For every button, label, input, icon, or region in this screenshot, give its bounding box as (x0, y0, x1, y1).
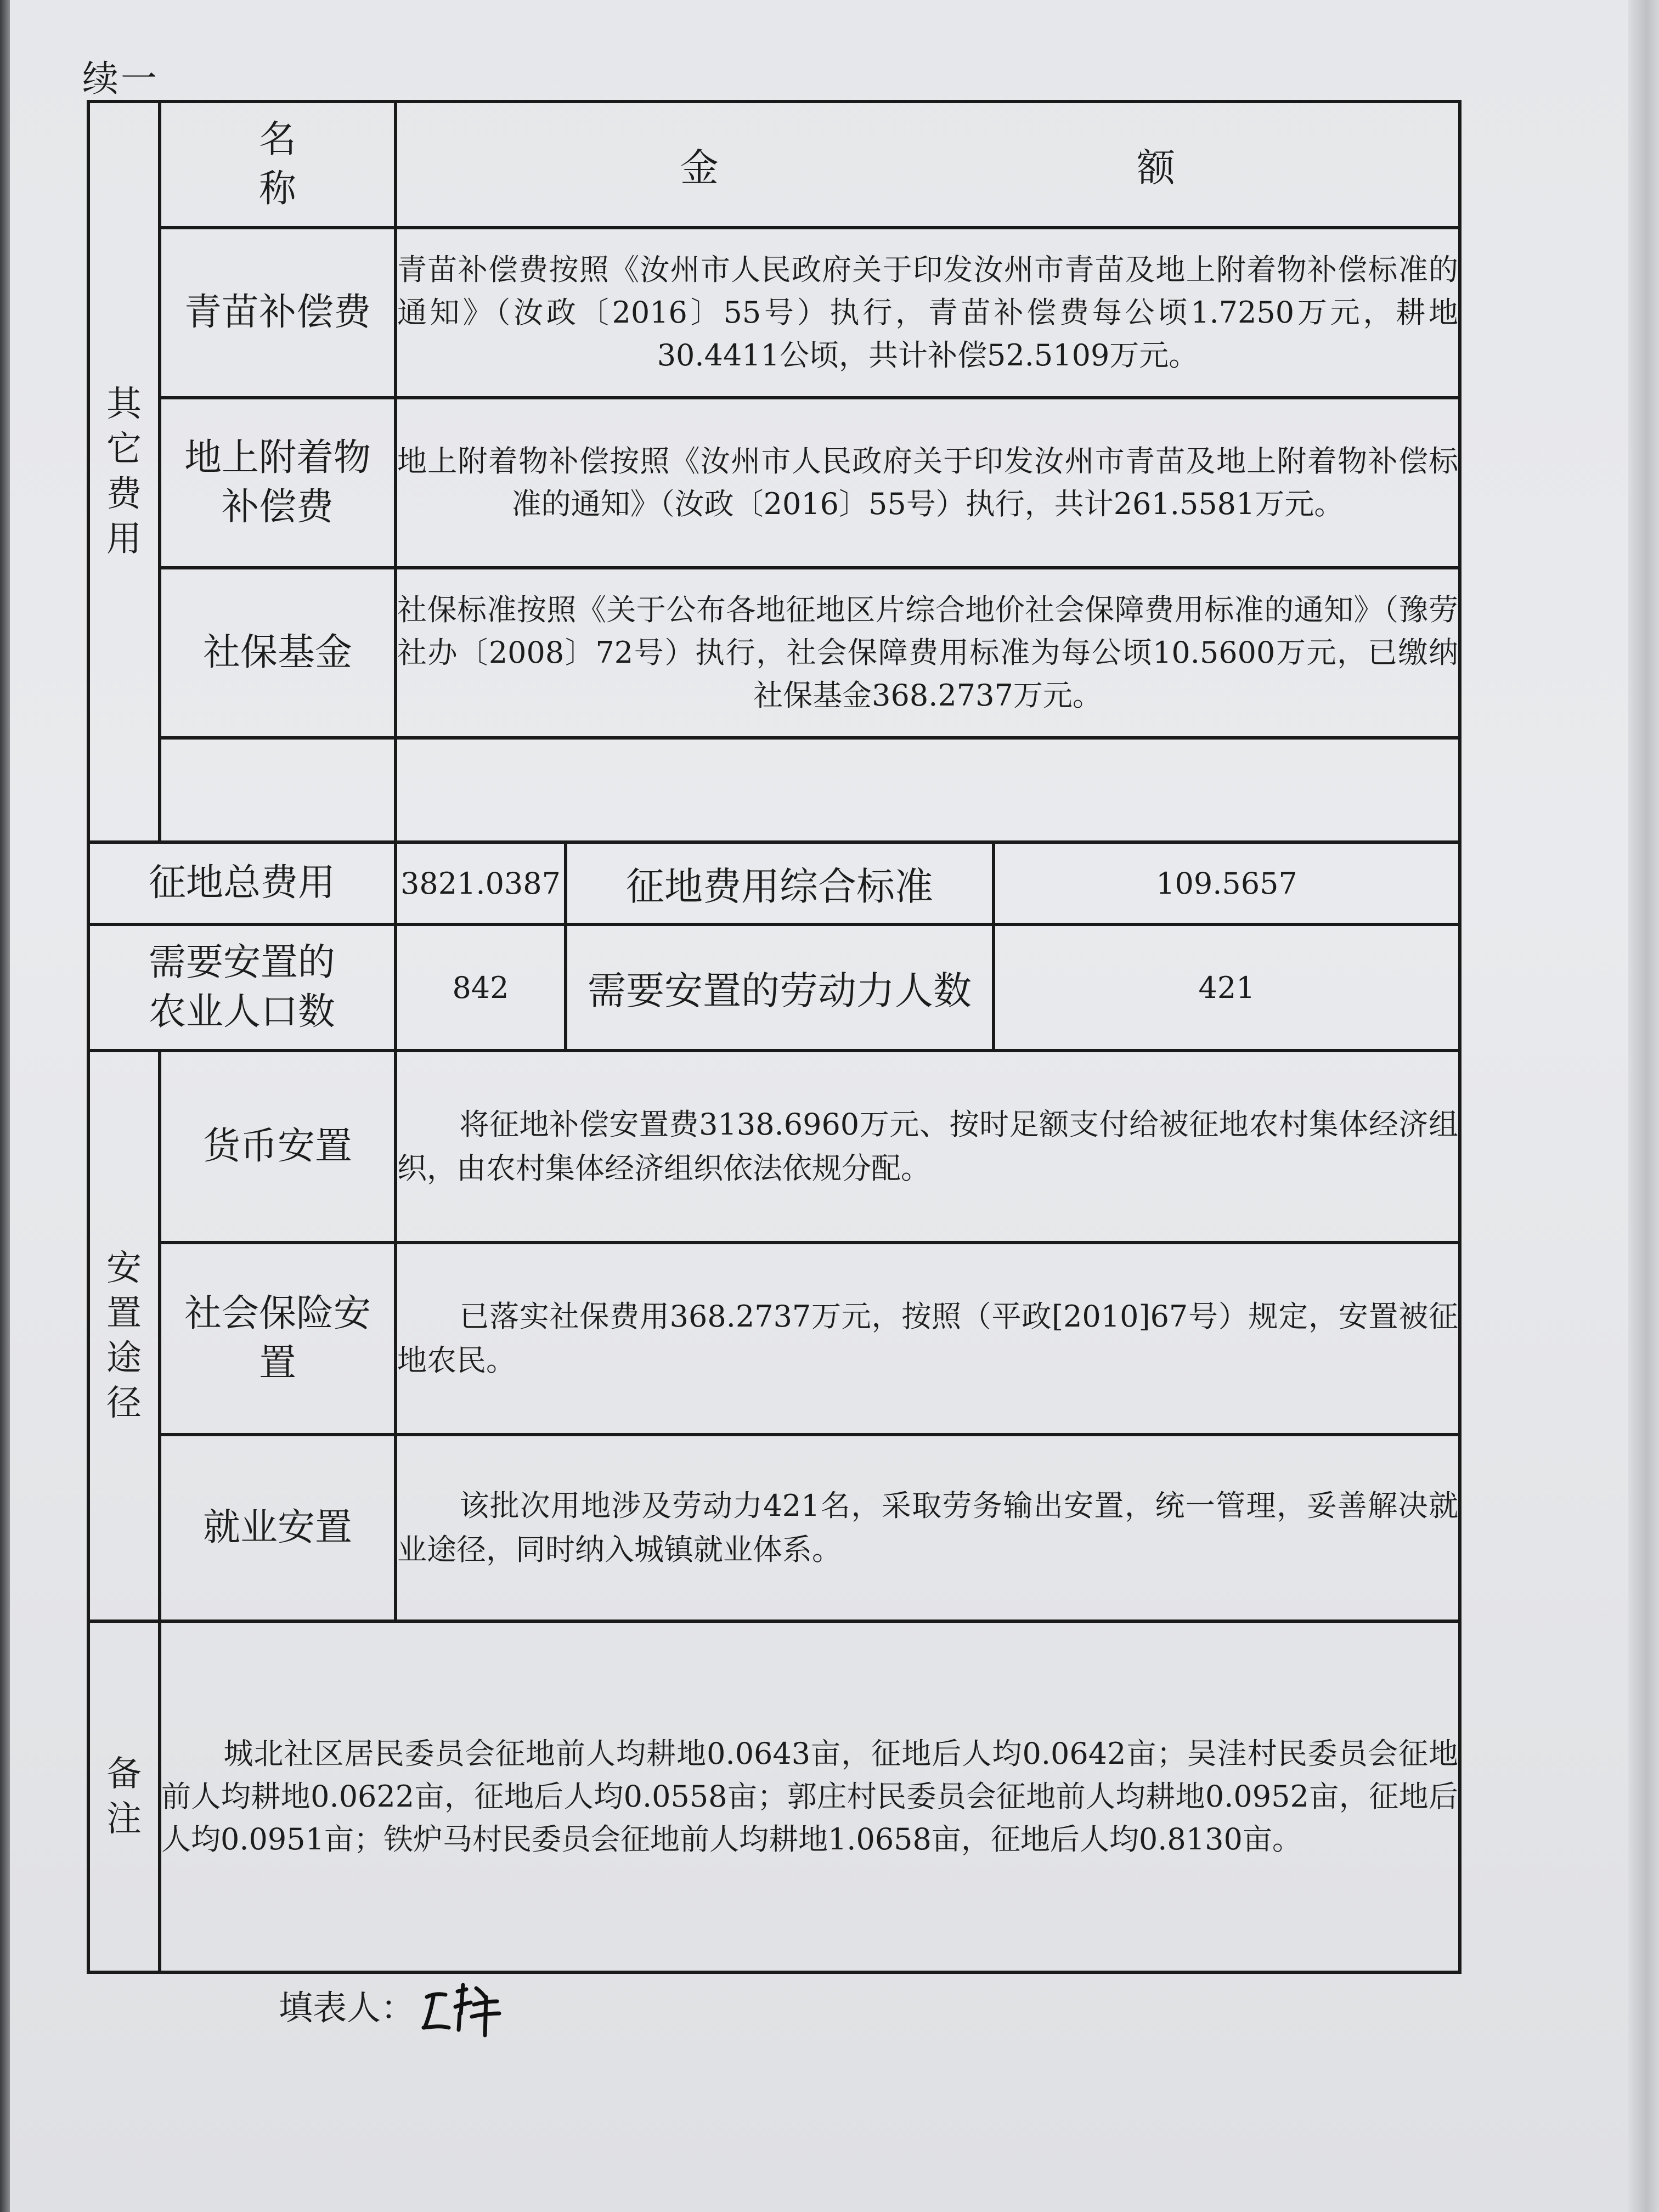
row-text-cell: 青苗补偿费按照《汝州市人民政府关于印发汝州市青苗及地上附着物补偿标准的通知》（汝政〔2016〕55号）执行，青苗补偿费每公顷1.7250万元，耕地30.4411公顷，共计补偿52.5109万元。 (396, 228, 1460, 398)
row-name-cell: 就业安置 (160, 1435, 396, 1621)
population-label (88, 924, 396, 1051)
standard-label: 征地费用综合标准 (566, 842, 994, 924)
other-fees-char: 费 (106, 474, 142, 515)
remarks-text: 城北社区居民委员会征地前人均耕地0.0643亩，征地后人均0.0642亩；吴洼村民委员会征地前人均耕地0.0622亩，征地后人均0.0558亩；郭庄村民委员会征地前人均耕地0.0952亩，征地后人均0.0951亩；铁炉马村民委员会征地前人均耕地1.0658亩，征地后人均0.8130亩。 (160, 1621, 1460, 1972)
resettlement-group-label (88, 1051, 160, 1621)
row-name-cell: 货币安置 (160, 1051, 396, 1243)
table-row (88, 1243, 1460, 1435)
remarks-char: 注 (106, 1799, 142, 1839)
population-row (88, 924, 1460, 1051)
row-name-cell (160, 398, 396, 568)
other-fees-char: 它 (106, 429, 142, 470)
table-row (88, 1435, 1460, 1621)
resettlement-char: 径 (106, 1383, 142, 1424)
total-cost-value: 3821.0387 (396, 842, 566, 924)
population-value: 842 (396, 924, 566, 1051)
header-name-char: 称 (258, 167, 296, 211)
other-fees-group-label (88, 101, 160, 842)
row-text-cell: 已落实社保费用368.2737万元，按照（平政[2010]67号）规定，安置被征地农民。 (396, 1243, 1460, 1435)
other-fees-char: 其 (106, 384, 142, 425)
header-name-char: 名 (258, 118, 296, 161)
population-label-line: 需要安置的 (148, 941, 335, 984)
filler-label: 填表人： (279, 1988, 415, 2028)
row-text-cell: 地上附着物补偿按照《汝州市人民政府关于印发汝州市青苗及地上附着物补偿标准的通知》（汝政〔2016〕55号）执行，共计261.5581万元。 (396, 398, 1460, 568)
row-name-line: 补偿费 (221, 486, 334, 529)
resettlement-char: 安 (106, 1248, 142, 1289)
total-cost-label: 征地总费用 (88, 842, 396, 924)
header-amount-char: 额 (1137, 145, 1176, 190)
page-edge-shadow (0, 0, 10, 2212)
row-name-line: 地上附着物 (184, 436, 371, 479)
row-name-cell (160, 1243, 396, 1435)
resettlement-char: 途 (106, 1338, 142, 1379)
handwritten-signature (417, 1975, 505, 2041)
population-label-line: 农业人口数 (148, 990, 335, 1034)
row-text-cell: 社保标准按照《关于公布各地征地区片综合地价社会保障费用标准的通知》（豫劳社办〔2008〕72号）执行，社会保障费用标准为每公顷10.5600万元，已缴纳社保基金368.2737万元。 (396, 568, 1460, 738)
table-row (88, 568, 1460, 738)
row-text-cell: 将征地补偿安置费3138.6960万元、按时足额支付给被征地农村集体经济组织，由农村集体经济组织依法依规分配。 (396, 1051, 1460, 1243)
page-binding (1628, 0, 1659, 2212)
row-name-line: 置 (258, 1341, 296, 1385)
header-row (88, 101, 1460, 228)
header-amount-cell (396, 101, 1460, 228)
table-row-empty (88, 738, 1460, 842)
table-row (88, 1051, 1460, 1243)
standard-value: 109.5657 (994, 842, 1460, 924)
remarks-row (88, 1621, 1460, 1972)
row-text-cell (396, 738, 1460, 842)
row-name-cell (160, 738, 396, 842)
total-cost-row (88, 842, 1460, 924)
labor-label: 需要安置的劳动力人数 (566, 924, 994, 1051)
row-name-cell: 青苗补偿费 (160, 228, 396, 398)
header-amount-char: 金 (680, 145, 719, 190)
row-text-cell: 该批次用地涉及劳动力421名，采取劳务输出安置，统一管理，妥善解决就业途径，同时纳入城镇就业体系。 (396, 1435, 1460, 1621)
continued-label: 续一 (82, 58, 159, 100)
remarks-char: 备 (106, 1754, 142, 1795)
header-name-cell (160, 101, 396, 228)
land-acquisition-form-table (87, 100, 1462, 1974)
resettlement-char: 置 (106, 1293, 142, 1334)
labor-value: 421 (994, 924, 1460, 1051)
row-name-cell: 社保基金 (160, 568, 396, 738)
row-name-line: 社会保险安 (184, 1292, 371, 1335)
remarks-label (88, 1621, 160, 1972)
other-fees-char: 用 (106, 519, 142, 560)
table-row (88, 228, 1460, 398)
table-row (88, 398, 1460, 568)
